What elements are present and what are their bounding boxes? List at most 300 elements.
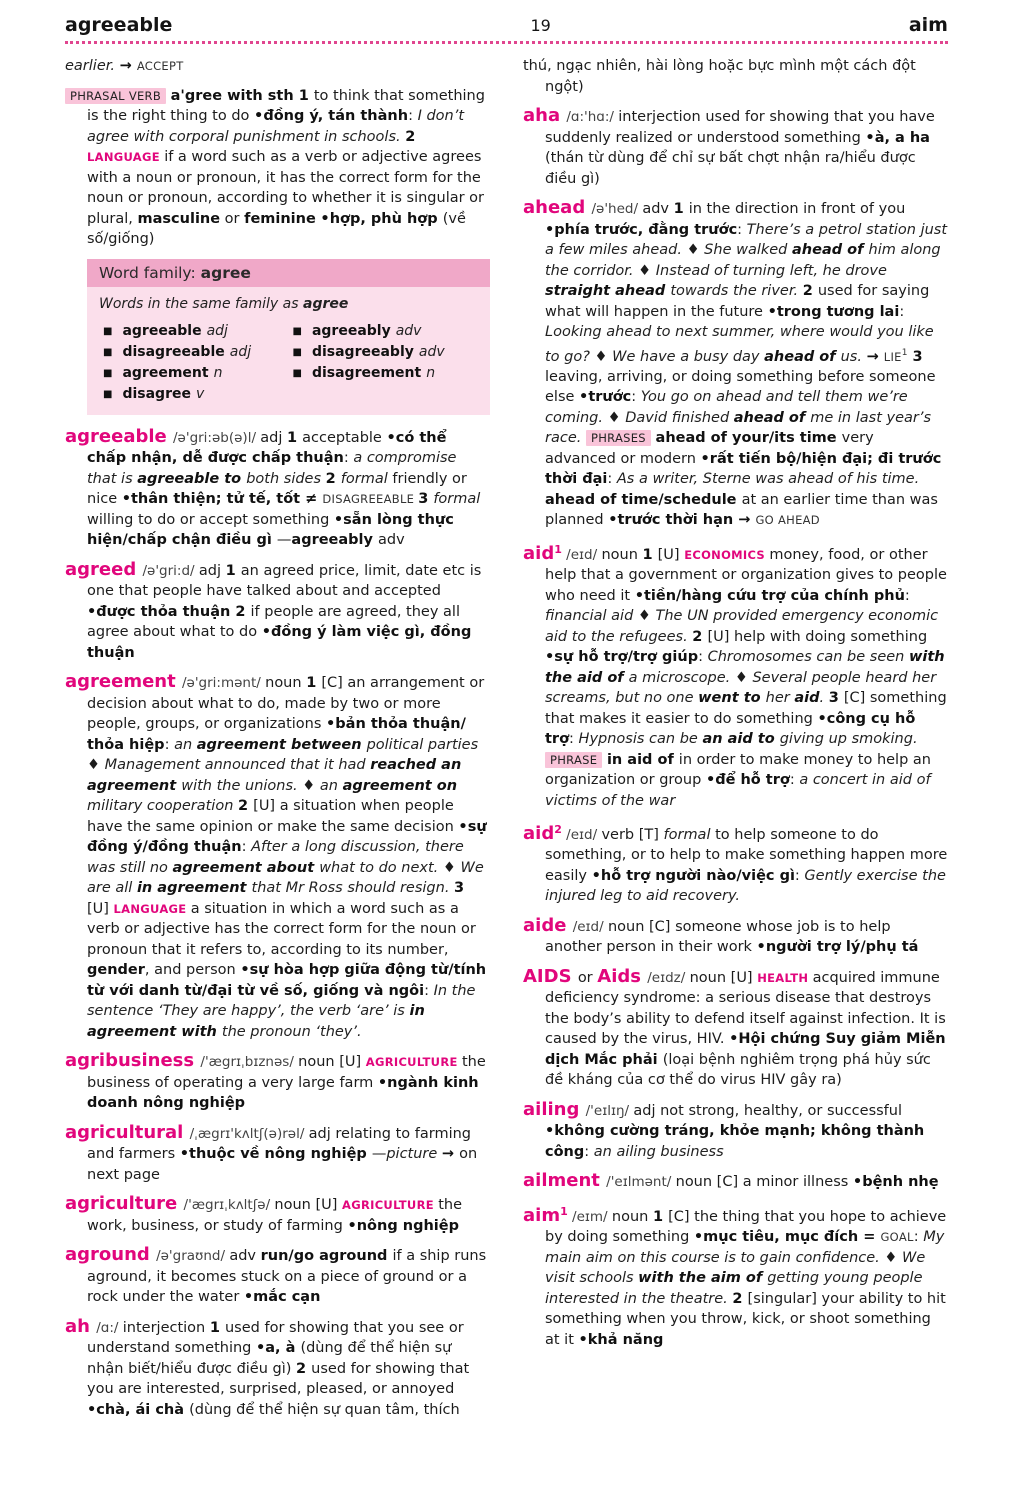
translation-text: •thân thiện; tử tế, tốt ≠ [121, 491, 323, 507]
word-family-intro-word: agree [303, 296, 349, 312]
headword: AIDS [523, 965, 578, 987]
example-text: My main aim on this course is to gain confidence. [545, 1229, 945, 1266]
word-family-title-word: agree [200, 263, 251, 282]
entry-agree-cross-reference [65, 56, 490, 77]
subject-label: LANGUAGE [113, 901, 191, 916]
definition-text: (về số/giống) [87, 210, 466, 247]
definition-text: adj [260, 429, 288, 446]
word-family-item-pos: adv [395, 322, 422, 339]
word-family-item-word: disagreement [311, 364, 422, 381]
definition-text: interjection [122, 1319, 210, 1336]
running-head [65, 14, 948, 36]
word-family-item-word: disagreeable [122, 343, 225, 360]
entry-agreed [65, 560, 490, 664]
translation-text: •sẵn lòng thực hiện/chấp chận điều gì [87, 511, 454, 548]
sense-number: 3 [907, 348, 923, 365]
sense-number: 1 [225, 562, 241, 579]
square-bullet-icon: ■ [292, 367, 302, 379]
example-text: getting young people interested in the theatre. [545, 1270, 923, 1307]
definition-text: ♦ [594, 348, 613, 365]
translation-text: •công cụ hỗ trợ [545, 710, 916, 748]
example-text: an [319, 777, 343, 794]
example-text: There’s a petrol station just a few miles ahead. [545, 221, 948, 258]
word-family-item-word: agreeable [122, 322, 202, 339]
entry-ailment [523, 1171, 948, 1193]
definition-text: in the direction in front of you [688, 201, 906, 217]
example-text: She walked [704, 242, 793, 258]
definition-text: acceptable [302, 429, 387, 446]
example-text: a microscope. [628, 669, 735, 686]
sense-number: 1 [642, 546, 658, 563]
translation-text: •trước thời hạn [608, 512, 739, 529]
example-text: an [174, 736, 197, 753]
word-family-item [99, 321, 289, 342]
definition-text: used for saying what will happen in the future [545, 283, 930, 320]
definition-text: to think that something is the right thing to do [87, 87, 485, 124]
definition-text: [singular] your ability to hit something when you throw, kick, or shoot something at it [545, 1290, 946, 1348]
translation-text: •sự hòa hợp giữa động từ/tính từ với danh từ/đại từ về số, giống và ngôi [87, 962, 487, 999]
cross-reference: LIE [883, 349, 902, 364]
definition-text: ♦ [87, 757, 105, 773]
cross-reference: ACCEPT [136, 59, 184, 73]
translation-text: •bệnh nhẹ [852, 1174, 939, 1191]
headword: ailment [523, 1170, 607, 1192]
pronunciation: /'ægrɪˌkʌltʃə/ [183, 1197, 275, 1213]
subject-label: LANGUAGE [87, 150, 165, 164]
translation-text: a'gree with sth [170, 87, 299, 104]
sense-number: 2 [692, 628, 708, 645]
headword: aid [523, 822, 555, 844]
translation-text: •chà, ái chà [87, 1401, 190, 1418]
definition-text: money, food, or other help that a government or organization gives to people who need it [545, 546, 947, 604]
example-text: Several people heard her screams, but no one [545, 669, 937, 707]
definition-text: interjection used for showing that you have suddenly realized or understood something [545, 109, 935, 146]
example-text: an ailing business [593, 1143, 724, 1160]
translation-text: •hợp, phù hợp [320, 210, 443, 227]
entry-aim-1 [523, 1202, 948, 1350]
definition-text: if a word such as a verb or adjective agrees with a noun or pronoun, it has the correct form for the noun or pronoun, according to whether it is singular or plural, [87, 149, 485, 227]
square-bullet-icon: ■ [103, 367, 113, 379]
square-bullet-icon: ■ [103, 388, 113, 400]
example-text: giving up smoking. [779, 731, 918, 748]
definition-text: ♦ [734, 669, 753, 686]
definition-text: [U] [87, 900, 114, 917]
definition-text: verb [T] [601, 826, 664, 843]
word-family-item-word: agreement [122, 364, 209, 381]
entry-aground [65, 1245, 490, 1308]
entry-agreeable [65, 427, 490, 551]
definition-text: ♦ [884, 1249, 903, 1266]
definition-text: [U] [657, 546, 685, 563]
left-column [65, 56, 490, 1429]
example-text: picture [386, 1146, 442, 1162]
definition-text: or [577, 969, 598, 986]
definition-text: : [794, 867, 805, 884]
pronunciation: /'eɪlɪŋ/ [585, 1102, 634, 1119]
pronunciation: /eɪd/ [572, 918, 608, 935]
translation-text: •Hội chứng Suy giảm Miễn dịch Mắc phải [545, 1031, 946, 1068]
sense-number: 3 [418, 491, 434, 507]
example-emphasis: ahead of [764, 348, 841, 365]
example-emphasis: agreement between [196, 736, 367, 753]
arrow-icon: → [866, 348, 884, 365]
cross-reference-superscript: 1 [901, 347, 908, 358]
example-emphasis: ahead of [792, 242, 869, 258]
sense-number: 2 [732, 1290, 748, 1307]
definition-text: used for showing that you see or understand something [87, 1319, 464, 1356]
translation-text: ahead of time/schedule [545, 491, 742, 508]
cross-reference: DISAGREEABLE [322, 492, 419, 506]
entry-ailing [523, 1100, 948, 1163]
entry-agreement [65, 672, 490, 1042]
translation-text: •để hỗ trợ [705, 772, 790, 789]
example-text: Management announced that it had [104, 757, 371, 773]
translation-text: run/go aground [260, 1248, 393, 1264]
headword: agriculture [65, 1193, 184, 1214]
definition-text: : [789, 772, 800, 789]
word-family-intro [99, 294, 478, 315]
translation-text: agreeably [291, 532, 379, 548]
definition-text: at an earlier time than was planned [545, 491, 938, 529]
translation-text: feminine [244, 210, 316, 227]
pronunciation: /ə'graʊnd/ [156, 1248, 230, 1264]
example-emphasis: with the aim of [638, 1270, 768, 1287]
definition-text: — [276, 532, 292, 548]
example-text: a concert in aid of victims of the war [545, 772, 931, 809]
entry-agree-phrasal-verb [65, 86, 490, 250]
translation-text: •sự đồng ý/đồng thuận [87, 818, 487, 855]
translation-text: •hỗ trợ người nào/việc gì [591, 867, 795, 884]
definition-text: leaving, arriving, or doing something before someone else [545, 368, 936, 406]
guide-word-left: agreeable [65, 14, 173, 36]
pronunciation: /eɪd/ [561, 826, 602, 843]
subject-label: HEALTH [757, 970, 813, 985]
example-text: military cooperation [87, 798, 239, 814]
definition-text: acquired immune deficiency syndrome: a serious disease that destroys the body’s ability to defend itself against infection. It is caused by the virus, HIV. [545, 969, 946, 1048]
pronunciation: /'eɪlmənt/ [606, 1174, 676, 1191]
example-text: me in last year’s race. [545, 409, 932, 447]
example-text: earlier. [65, 58, 120, 74]
pronunciation: /ɑ:'hɑ:/ [566, 109, 619, 125]
headword: agribusiness [65, 1050, 201, 1071]
example-text: that Mr Ross should resign. [251, 880, 455, 896]
headword: aim [523, 1204, 561, 1226]
grammar-chip: PHRASES [586, 430, 651, 446]
headword: aid [523, 542, 555, 564]
translation-text: •rất tiến bộ/hiện đại; đi trước thời đại [545, 450, 942, 488]
translation-text: •trước [579, 389, 632, 406]
headword: ahead [523, 197, 592, 218]
arrow-icon: → [738, 512, 756, 529]
definition-text: noun [U] [689, 969, 758, 986]
definition-text: the business of operating a very large farm [87, 1054, 486, 1091]
definition-text: adv [229, 1248, 261, 1264]
headword: aground [65, 1244, 157, 1265]
definition-text: if a ship runs aground, it becomes stuck on a piece of ground or a rock under the water [87, 1248, 487, 1305]
example-text: her [765, 690, 795, 707]
grammar-chip: PHRASE [545, 752, 602, 768]
example-text: . [819, 690, 829, 707]
definition-text: [C] an arrangement or decision about what to do, made by two or more people, groups, or organizations [87, 675, 485, 732]
sense-number: 2 [325, 470, 341, 487]
subject-label: AGRICULTURE [342, 1198, 439, 1212]
definition-text: adj relating to farming and farmers [87, 1125, 472, 1162]
translation-text: •đồng ý, tán thành [254, 108, 409, 124]
example-text: financial aid [545, 608, 638, 625]
headword: agreement [65, 671, 182, 692]
entry-aid-1 [523, 540, 948, 811]
word-family-list [289, 321, 479, 405]
definition-text: — [371, 1146, 387, 1162]
definition-text: friendly or nice [87, 470, 467, 507]
entry-agribusiness [65, 1051, 490, 1114]
example-emphasis: agreement about [172, 859, 320, 876]
example-text: formal [433, 491, 481, 507]
pronunciation: /ə'gri:əb(ə)l/ [173, 429, 261, 446]
word-family-item-pos: adv [418, 343, 445, 360]
homograph-number: 1 [560, 1204, 568, 1218]
definition-text: : [904, 587, 910, 604]
headword: agreeable [65, 425, 173, 447]
pronunciation: /eɪd/ [561, 546, 602, 563]
translation-text: •tiền/hàng cứu trợ của chính phủ [634, 587, 905, 604]
example-emphasis: an aid to [702, 731, 780, 748]
word-family-item [99, 363, 289, 384]
entry-ah [65, 1317, 490, 1421]
translation-text: •không cường tráng, khỏe mạnh; không thành công [545, 1123, 925, 1160]
word-family-list [99, 321, 289, 405]
headword: aide [523, 914, 573, 936]
translation-text: •người trợ lý/phụ tá [756, 939, 919, 956]
example-text: political parties [366, 736, 479, 753]
definition-text: an agreed price, limit, date etc is one that people have talked about and accepted [87, 562, 482, 599]
homograph-number: 2 [554, 823, 562, 837]
entry-aids [523, 967, 948, 1091]
definition-text: : [241, 839, 252, 855]
pronunciation: /'ægrɪˌbɪznəs/ [200, 1054, 299, 1070]
translation-text: ahead of your/its time [655, 430, 842, 447]
definition-text: : [631, 389, 641, 406]
translation-text: gender [87, 962, 145, 978]
word-family-box [65, 259, 490, 415]
translation-text: in aid of [606, 751, 679, 768]
dotted-divider [65, 41, 948, 44]
definition-text: : [164, 736, 175, 753]
word-family-item-pos: n [426, 364, 436, 381]
entry-agricultural [65, 1123, 490, 1186]
example-text: the pronoun ‘they’. [221, 1023, 362, 1040]
definition-text: or [220, 210, 245, 227]
definition-text: in order to make money to help an organization or group [545, 751, 931, 789]
pronunciation: /ɑ:/ [96, 1319, 123, 1336]
pronunciation: /ə'hed/ [591, 201, 643, 217]
definition-text: (dùng để thể hiện sự nhận biết/hiểu được điều gì) [87, 1340, 452, 1377]
definition-text: ♦ [638, 262, 656, 279]
definition-text: noun [C] someone whose job is to help another person in their work [545, 918, 891, 956]
word-family-body [87, 287, 490, 415]
translation-text: •à, a ha [865, 129, 930, 146]
definition-text: ♦ [637, 608, 656, 625]
sense-number: 2 [296, 1360, 312, 1377]
pronunciation: /ˌægrɪ'kʌltʃ(ə)rəl/ [189, 1125, 309, 1142]
sense-number: 1 [652, 1208, 669, 1225]
definition-text: ♦ [442, 859, 461, 876]
grammar-chip: PHRASAL VERB [65, 88, 166, 104]
example-emphasis: reached an agreement [87, 757, 462, 794]
example-text: I don’t agree with corporal punishment in schools. [87, 108, 465, 145]
sense-number: 1 [287, 429, 303, 446]
sense-number: 2 [802, 283, 818, 299]
example-emphasis: aid [794, 690, 820, 707]
definition-text: ♦ [686, 242, 705, 258]
sense-number: 1 [673, 201, 689, 217]
example-emphasis: went to [698, 690, 766, 707]
translation-text: •nông nghiệp [347, 1217, 459, 1234]
entry-agriculture [65, 1194, 490, 1236]
definition-text: noun [265, 675, 307, 691]
definition-text: adj [198, 562, 226, 579]
translation-text: •bản thỏa thuận/ thỏa hiệp [87, 716, 466, 753]
sense-number: 2 [405, 128, 416, 145]
entry-aid-2 [523, 820, 948, 907]
example-text: After a long discussion, there was still no [87, 839, 464, 876]
translation-text: •sự hỗ trợ/trợ giúp [545, 649, 699, 666]
example-text: The UN provided emergency economic aid to the refugees. [545, 608, 939, 645]
word-family-item [99, 384, 289, 405]
example-emphasis: agreement on [342, 777, 458, 794]
page-number: 19 [530, 16, 551, 35]
example-emphasis: in agreement [136, 880, 252, 896]
definition-text: [U] help with doing something [707, 628, 928, 645]
word-family-title-prefix: Word family: [99, 263, 201, 282]
pronunciation: /ə'gri:mənt/ [181, 675, 266, 691]
definition-text: the work, business, or study of farming [87, 1197, 462, 1234]
definition-text: noun [611, 1208, 653, 1225]
translation-text: •phía trước, đằng trước [545, 221, 738, 238]
example-text: both sides [246, 470, 326, 487]
word-family-item [99, 342, 289, 363]
definition-text: noun [U] [298, 1054, 366, 1070]
word-family-item-word: agreeably [311, 322, 391, 339]
sense-number: 1 [209, 1319, 225, 1336]
translation-text: masculine [137, 210, 221, 227]
translation-text: = [863, 1229, 881, 1246]
definition-text: : [899, 303, 905, 320]
example-emphasis: in agreement with [87, 1003, 425, 1040]
text-columns [65, 56, 948, 1429]
example-text: him along the corridor. [545, 242, 941, 279]
definition-text: thú, ngạc nhiên, hài lòng hoặc bực mình một cách đột ngột) [523, 58, 916, 95]
definition-text: [U] a situation when people have the same opinion or make the same decision [87, 798, 459, 835]
definition-text: , and person [144, 962, 241, 978]
definition-text: adv [378, 532, 405, 548]
translation-text: •có thể chấp nhận, dễ được chấp thuận [87, 429, 447, 466]
right-column [523, 56, 948, 1429]
square-bullet-icon: ■ [103, 325, 113, 337]
example-text: us. [840, 348, 867, 365]
definition-text: noun [601, 546, 643, 563]
square-bullet-icon: ■ [292, 346, 302, 358]
entry-ah-continuation [523, 56, 948, 97]
cross-reference: GOAL [880, 1230, 914, 1245]
example-text: formal [340, 470, 393, 487]
translation-text: •ngành kinh doanh nông nghiệp [87, 1074, 479, 1111]
arrow-icon: → [119, 58, 137, 74]
cross-reference: GO AHEAD [755, 513, 820, 528]
definition-text: adj not strong, healthy, or successful [633, 1102, 903, 1119]
example-text: a compromise that is [87, 450, 457, 487]
definition-text: (dùng để thể hiện sự quan tâm, thích [189, 1401, 460, 1418]
sense-number: 1 [298, 87, 314, 104]
square-bullet-icon: ■ [103, 346, 113, 358]
definition-text: [C] something that makes it easier to do something [545, 690, 947, 727]
definition-text: : [424, 982, 434, 999]
sense-number: 2 [235, 603, 251, 620]
translation-text: •được thỏa thuận [87, 603, 236, 620]
word-family-columns [99, 321, 478, 405]
subject-label: ECONOMICS [684, 547, 770, 562]
word-family-item-pos: adj [206, 322, 228, 339]
definition-text: : [408, 108, 418, 124]
sense-number: 1 [306, 675, 322, 691]
definition-text: (thán từ dùng để chỉ sự bất chợt nhận ra/hiểu được điều gì) [545, 150, 916, 187]
pronunciation: /ə'gri:d/ [142, 562, 199, 579]
guide-word-right: aim [908, 14, 948, 36]
definition-text: ♦ [302, 777, 320, 794]
word-family-item [289, 321, 479, 342]
definition-text: : [698, 649, 708, 666]
entry-aha [523, 106, 948, 189]
definition-text: : [343, 450, 354, 466]
headword: agreed [65, 558, 143, 580]
definition-text: : [737, 221, 747, 238]
example-text: Chromosomes can be seen [707, 649, 909, 666]
definition-text: noun [U] [274, 1197, 343, 1213]
example-text: As a writer, Sterne was ahead of his time. [616, 471, 920, 488]
example-text: David finished [625, 409, 734, 426]
headword: aha [523, 105, 567, 126]
word-family-item [289, 342, 479, 363]
headword: agricultural [65, 1121, 190, 1143]
square-bullet-icon: ■ [292, 325, 302, 337]
definition-text: : [569, 731, 579, 748]
definition-text: to help someone to do something, or to help to make something happen more easily [545, 826, 948, 884]
example-emphasis: with the aid of [545, 649, 945, 686]
sense-number: 3 [828, 690, 844, 707]
translation-text: •mắc cạn [243, 1289, 321, 1305]
example-text: We visit schools [545, 1249, 926, 1287]
example-text: with the unions. [181, 777, 303, 794]
translation-text: •đồng ý làm việc gì, đồng thuận [87, 624, 472, 661]
definition-text: : [607, 471, 617, 488]
word-family-item-word: disagreeably [311, 343, 414, 360]
example-text: You go on ahead and tell them we’re coming. [545, 389, 908, 426]
entry-ahead [523, 198, 948, 531]
sense-number: 2 [238, 798, 254, 814]
headword: ailing [523, 1098, 586, 1120]
example-emphasis: agreeable to [137, 470, 247, 487]
example-text: formal [663, 826, 716, 843]
word-family-title [87, 259, 490, 288]
subject-label: AGRICULTURE [365, 1055, 462, 1069]
translation-text: •trong tương lai [767, 303, 900, 320]
definition-text: used for showing that you are interested, surprised, pleased, or annoyed [87, 1360, 470, 1397]
definition-text: noun [C] a minor illness [675, 1174, 853, 1191]
translation-text: •thuộc về nông nghiệp [179, 1146, 372, 1162]
example-text: Looking ahead to next summer, where would you like to go? [545, 324, 934, 365]
entry-aide [523, 916, 948, 958]
headword: ah [65, 1315, 97, 1337]
